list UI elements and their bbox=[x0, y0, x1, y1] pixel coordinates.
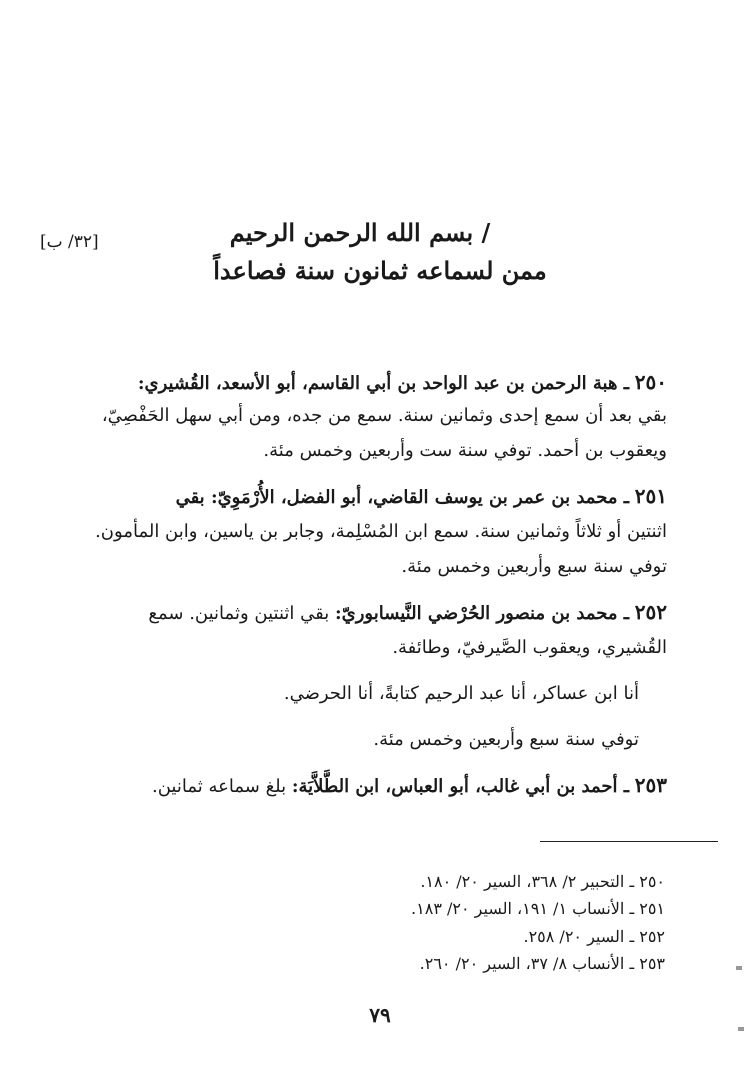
entry-heading-rest: بقي اثنتين وثمانين. سمع bbox=[148, 603, 330, 624]
entry-heading-rest: بلغ سماعه ثمانين. bbox=[152, 776, 287, 797]
entry-heading: ـ هبة الرحمن بن عبد الواحد بن أبي القاسم، أبو الأسعد، القُشيري: bbox=[137, 373, 630, 394]
entry-252-heading bbox=[148, 600, 667, 624]
footnote-250: ٢٥٠ ـ التحبير ٢/ ٣٦٨، السير ٢٠/ ١٨٠. bbox=[420, 872, 665, 891]
entry-heading: ـ محمد بن عمر بن يوسف القاضي، أبو الفضل، الأُرْمَوِيّ: بقي bbox=[175, 487, 630, 508]
entry-252-line-2: أنا ابن عساكر، أنا عبد الرحيم كتابةً، أنا الحرضي. bbox=[283, 683, 639, 704]
scan-edge-mark bbox=[736, 966, 742, 970]
entry-251-heading bbox=[176, 484, 667, 508]
entry-number: ٢٥٢ bbox=[634, 600, 667, 624]
footnote-separator bbox=[540, 841, 718, 842]
entry-heading: ـ محمد بن منصور الحُرْضي النَّيسابوريّ: bbox=[334, 603, 630, 624]
page-number: ٧٩ bbox=[369, 1003, 391, 1027]
entry-251-line-1: اثنتين أو ثلاثاً وثمانين سنة. سمع ابن المُسْلِمة، وجابر بن ياسين، وابن المأمون. bbox=[95, 521, 667, 542]
entry-253-heading bbox=[152, 773, 667, 797]
scan-edge-mark bbox=[738, 1027, 744, 1031]
footnote-252: ٢٥٢ ـ السير ٢٠/ ٢٥٨. bbox=[523, 927, 665, 946]
entry-250-heading bbox=[138, 370, 667, 394]
basmala: / بسم الله الرحمن الرحيم bbox=[229, 218, 491, 247]
folio-marker: [٣٢/ ب] bbox=[40, 232, 99, 252]
footnote-251: ٢٥١ ـ الأنساب ١/ ١٩١، السير ٢٠/ ١٨٣. bbox=[411, 899, 665, 918]
entry-heading: ـ أحمد بن أبي غالب، أبو العباس، ابن الطَّلاَّيَة: bbox=[291, 776, 630, 797]
entry-252-line-1: القُشيري، ويعقوب الصَّيرفيّ، وطائفة. bbox=[392, 637, 667, 658]
entry-number: ٢٥١ bbox=[634, 484, 667, 508]
chapter-title: ممن لسماعه ثمانون سنة فصاعداً bbox=[213, 256, 547, 285]
entry-number: ٢٥٣ bbox=[634, 773, 667, 797]
entry-251-line-2: توفي سنة سبع وأربعين وخمس مئة. bbox=[401, 556, 667, 577]
entry-252-line-3: توفي سنة سبع وأربعين وخمس مئة. bbox=[373, 729, 639, 750]
entry-250-line-2: ويعقوب بن أحمد. توفي سنة ست وأربعين وخمس مئة. bbox=[263, 440, 667, 461]
footnote-253: ٢٥٣ ـ الأنساب ٨/ ٣٧، السير ٢٠/ ٢٦٠. bbox=[419, 954, 665, 973]
entry-number: ٢٥٠ bbox=[634, 370, 667, 394]
entry-250-line-1: بقي بعد أن سمع إحدى وثمانين سنة. سمع من جده، ومن أبي سهل الحَفْصِيّ، bbox=[101, 405, 667, 426]
